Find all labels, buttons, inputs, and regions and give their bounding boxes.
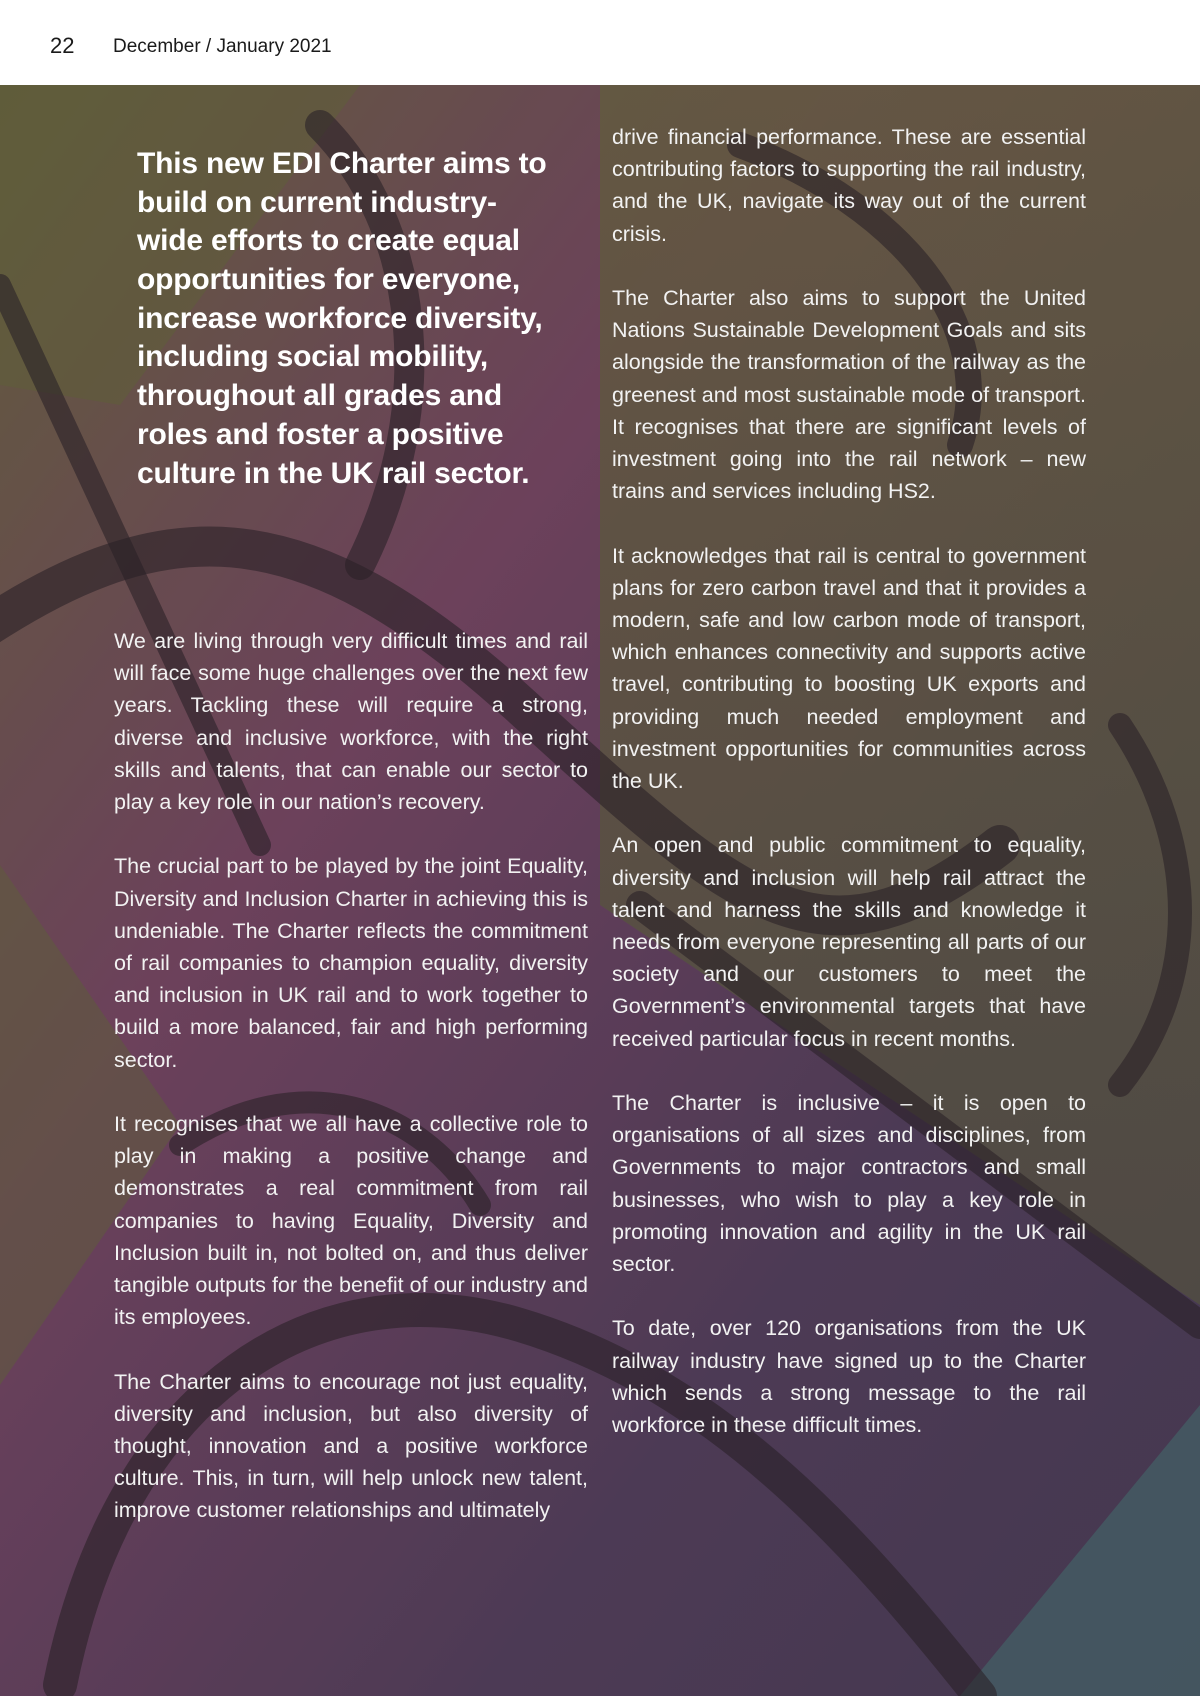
issue-date: December / January 2021	[113, 36, 332, 57]
paragraph: We are living through very difficult times and rail will face some huge challenges over the next few years. Tackling these will require a strong, diverse and inclusive workforce, with the right skills and talents, that can enable our sector to play a key role in our nation’s recovery.	[114, 629, 588, 815]
page-number: 22	[50, 33, 75, 58]
paragraph: drive financial performance. These are essential contributing factors to supporting the rail industry, and the UK, navigate its way out of the current crisis.	[612, 125, 1086, 246]
paragraph: The Charter also aims to support the United Nations Sustainable Development Goals and sits alongside the transformation of the railway as the greenest and most sustainable mode of transport. It recognises that there are significant levels of investment going into the rail network – new trains and services including HS2.	[612, 286, 1086, 504]
paragraph: An open and public commitment to equality, diversity and inclusion will help rail attract the talent and harness the skills and knowledge it needs from everyone representing all parts of our society and our customers to meet the Government’s environmental targets that have received particular focus in recent months.	[612, 833, 1086, 1051]
paragraph: It acknowledges that rail is central to government plans for zero carbon travel and that it provides a modern, safe and low carbon mode of transport, which enhances connectivity and supports active travel, contributing to boosting UK exports and providing much needed employment and investment opportunities for communities across the UK.	[612, 543, 1086, 794]
left-column	[114, 625, 588, 1527]
paragraph: To date, over 120 organisations from the UK railway industry have signed up to the Charter which sends a strong message to the rail workforce in these difficult times.	[612, 1316, 1086, 1438]
paragraph: It recognises that we all have a collective role to play in making a positive change and demonstrates a real commitment from rail companies to having Equality, Diversity and Inclusion built in, not bolted on, and thus deliver tangible outputs for the benefit of our industry and its employees.	[114, 1112, 588, 1330]
paragraph: The crucial part to be played by the joint Equality, Diversity and Inclusion Charter in achieving this is undeniable. The Charter reflects the commitment of rail companies to champion equality, diversity and inclusion in UK rail and to work together to build a more balanced, fair and high performing sector.	[114, 854, 588, 1072]
right-column	[612, 121, 1086, 1441]
paragraph: The Charter aims to encourage not just equality, diversity and inclusion, but also diversity of thought, innovation and a positive workforce culture. This, in turn, will help unlock new talent, improve customer relationships and ultimately	[114, 1369, 588, 1523]
pull-quote: This new EDI Charter aims to build on current industry-wide efforts to create equal opportunities for everyone, increase workforce diversity, including social mobility, throughout all grades and roles and foster a positive culture in the UK rail sector.	[137, 146, 547, 490]
page-header	[0, 0, 1200, 85]
paragraph: The Charter is inclusive – it is open to organisations of all sizes and disciplines, from Governments to major contractors and small businesses, who wish to play a key role in promoting innovation and agility in the UK rail sector.	[612, 1091, 1086, 1277]
